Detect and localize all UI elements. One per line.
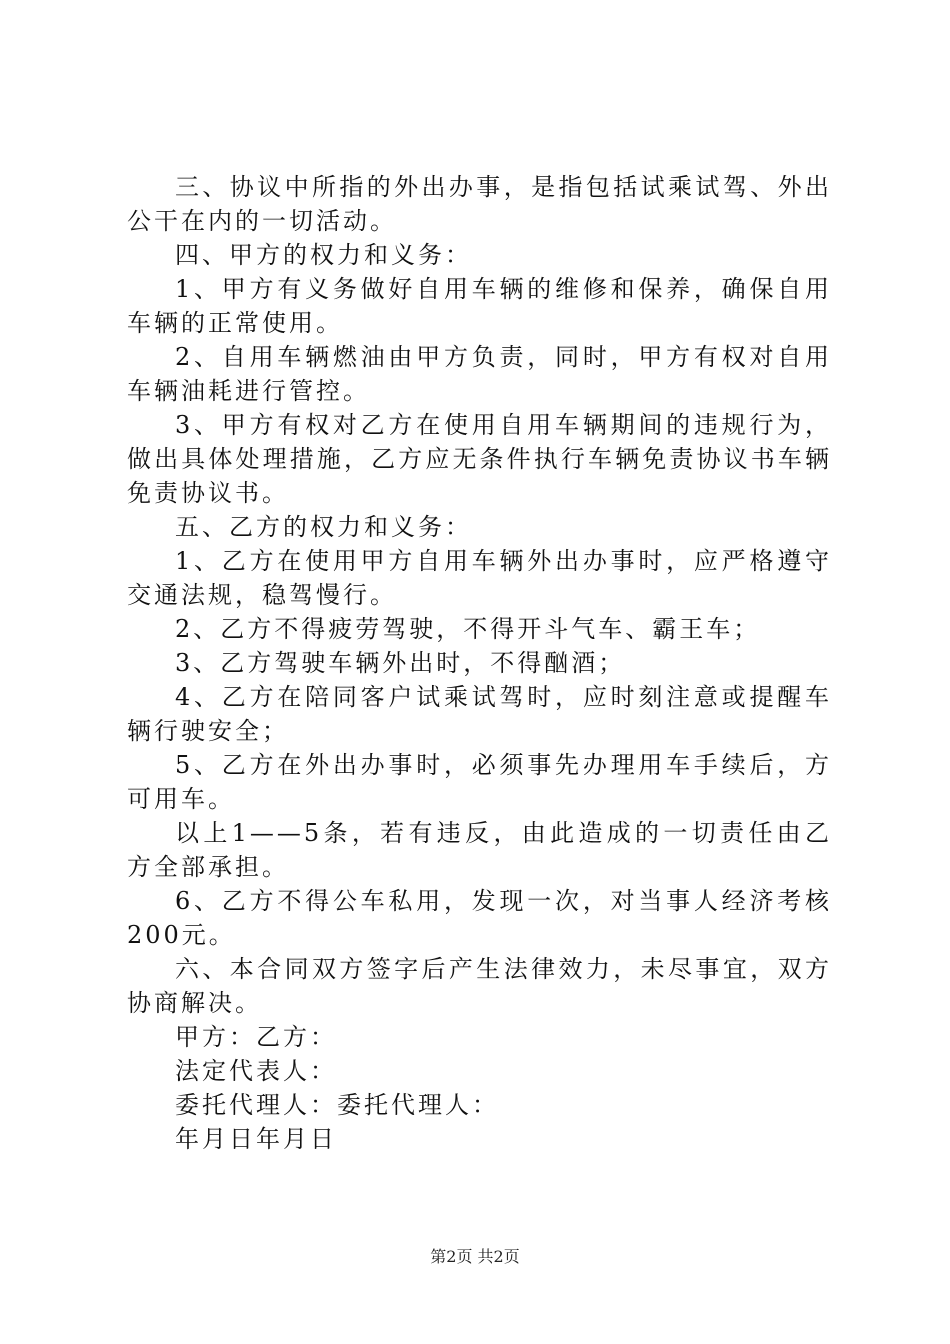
paragraph: 1、甲方有义务做好自用车辆的维修和保养，确保自用车辆的正常使用。 bbox=[127, 275, 832, 337]
paragraph: 3、甲方有权对乙方在使用自用车辆期间的违规行为，做出具体处理措施，乙方应无条件执行车辆免责协议书车辆免责协议书。 bbox=[127, 411, 832, 507]
section-heading: 五、乙方的权力和义务： bbox=[175, 513, 472, 541]
paragraph: 2、自用车辆燃油由甲方负责，同时，甲方有权对自用车辆油耗进行管控。 bbox=[127, 343, 832, 405]
paragraph: 以上1——5条，若有违反，由此造成的一切责任由乙方全部承担。 bbox=[127, 819, 832, 881]
signature-agents: 委托代理人：委托代理人： bbox=[175, 1091, 499, 1119]
paragraph: 三、协议中所指的外出办事，是指包括试乘试驾、外出公干在内的一切活动。 bbox=[127, 173, 832, 235]
signature-parties: 甲方：乙方： bbox=[175, 1023, 337, 1051]
paragraph: 2、乙方不得疲劳驾驶，不得开斗气车、霸王车； bbox=[175, 615, 761, 643]
document-body bbox=[127, 170, 832, 1156]
signature-dates: 年月日年月日 bbox=[175, 1125, 337, 1153]
page-footer: 第2页 共2页 bbox=[430, 1247, 520, 1266]
paragraph: 1、乙方在使用甲方自用车辆外出办事时，应严格遵守交通法规，稳驾慢行。 bbox=[127, 547, 832, 609]
paragraph: 六、本合同双方签字后产生法律效力，未尽事宜，双方协商解决。 bbox=[127, 955, 832, 1017]
paragraph: 6、乙方不得公车私用，发现一次，对当事人经济考核200元。 bbox=[127, 887, 832, 949]
signature-legal-rep: 法定代表人： bbox=[175, 1057, 337, 1085]
section-heading: 四、甲方的权力和义务： bbox=[175, 241, 472, 269]
paragraph: 4、乙方在陪同客户试乘试驾时，应时刻注意或提醒车辆行驶安全； bbox=[127, 683, 832, 745]
paragraph: 3、乙方驾驶车辆外出时，不得酗酒； bbox=[175, 649, 626, 677]
paragraph: 5、乙方在外出办事时，必须事先办理用车手续后，方可用车。 bbox=[127, 751, 832, 813]
